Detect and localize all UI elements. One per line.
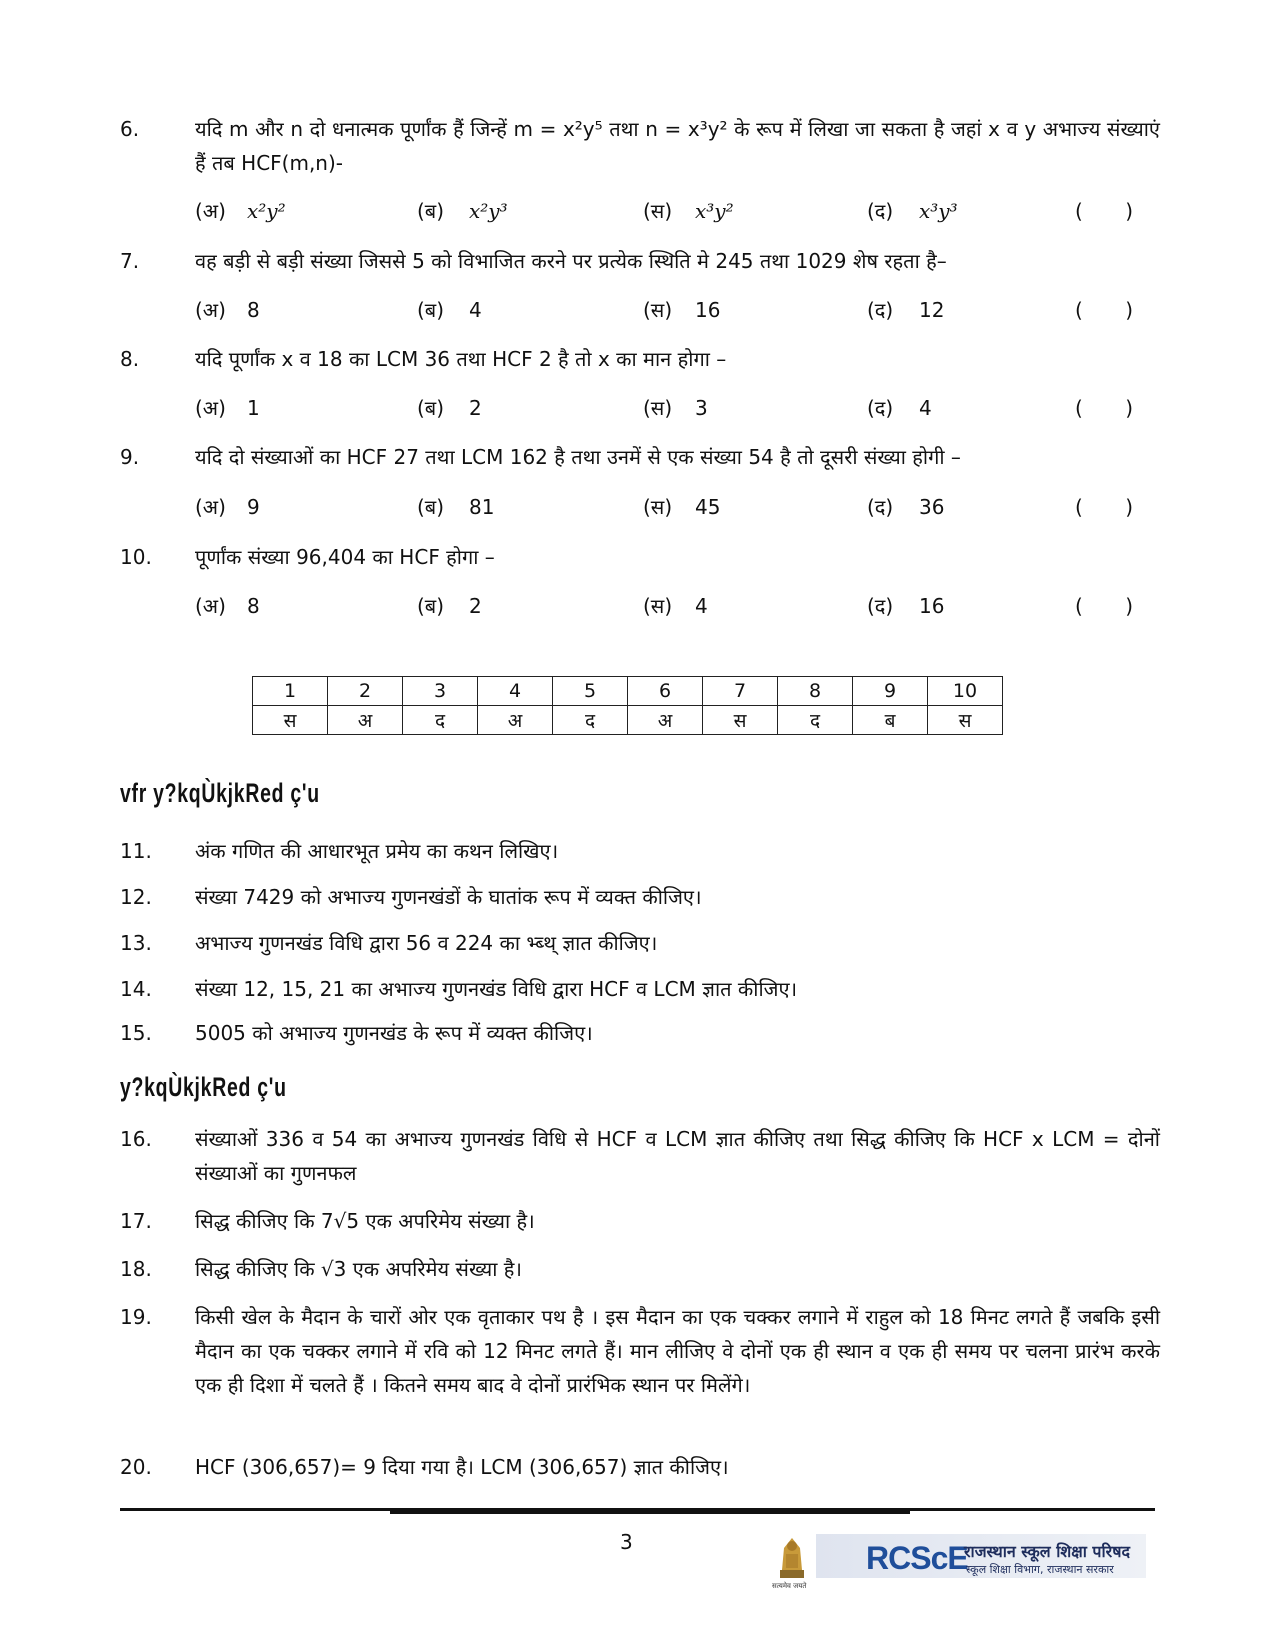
option-b: (ब) 2 xyxy=(417,594,482,618)
question-number: 8. xyxy=(120,347,140,371)
question-text: यदि दो संख्याओं का HCF 27 तथा LCM 162 है तथा उनमें से एक संख्या 54 है तो दूसरी संख्या होगी – xyxy=(195,445,961,469)
question-text: HCF (306,657)= 9 दिया गया है। LCM (306,657) ज्ञात कीजिए। xyxy=(195,1455,729,1479)
table-cell: अ xyxy=(478,706,553,735)
question-text: यदि पूर्णांक x व 18 का LCM 36 तथा HCF 2 है तो x का मान होगा – xyxy=(195,347,727,371)
question-16 xyxy=(120,1122,1160,1190)
question-text: संख्या 7429 को अभाज्य गुणनखंडों के घातांक रूप में व्यक्त कीजिए। xyxy=(195,885,702,909)
answer-key-table xyxy=(252,676,1003,735)
logo-subtitle: स्कूल शिक्षा विभाग, राजस्थान सरकार xyxy=(966,1563,1114,1576)
question-number: 19. xyxy=(120,1305,152,1329)
question-12 xyxy=(120,880,1160,914)
answer-bracket: ( ) xyxy=(1075,298,1151,322)
answer-bracket: ( ) xyxy=(1075,396,1151,420)
question-number: 17. xyxy=(120,1209,152,1233)
section-heading-very-short: vfr y?kqÙkjkRed ç'u xyxy=(120,778,320,808)
emblem-caption: सत्यमेव जयते xyxy=(772,1582,807,1590)
options-6 xyxy=(195,194,1155,228)
answer-bracket: ( ) xyxy=(1075,594,1151,618)
question-15 xyxy=(120,1016,1160,1050)
question-11 xyxy=(120,834,1160,868)
question-number: 20. xyxy=(120,1455,152,1479)
answer-bracket: ( ) xyxy=(1075,495,1151,519)
question-13 xyxy=(120,926,1160,960)
question-7 xyxy=(120,244,1160,278)
table-cell: 7 xyxy=(703,677,778,706)
question-number: 14. xyxy=(120,977,152,1001)
question-6 xyxy=(120,112,1160,180)
question-19 xyxy=(120,1300,1160,1402)
table-cell: 9 xyxy=(853,677,928,706)
table-cell: 2 xyxy=(328,677,403,706)
options-7 xyxy=(195,293,1155,327)
question-number: 15. xyxy=(120,1021,152,1045)
table-cell: 3 xyxy=(403,677,478,706)
option-d: (द) 36 xyxy=(867,495,945,519)
question-number: 13. xyxy=(120,931,152,955)
option-b: (ब) 81 xyxy=(417,495,495,519)
question-number: 7. xyxy=(120,249,140,273)
question-text: किसी खेल के मैदान के चारों ओर एक वृताकार पथ है । इस मैदान का एक चक्कर लगाने में राहुल को 18 मिनट लगते हैं जबकि इसी मैदान का एक चक्कर लगाने में रवि को 12 मिनट लगते हैं। मान लीजिए वे दोनों एक ही स्थान व एक ही समय पर चलना प्रारंभ करके एक ही दिशा में चलते हैं । कितने समय बाद वे दोनों प्रारंभिक स्थान पर मिलेंगे। xyxy=(195,1305,1160,1397)
option-d: (द) 12 xyxy=(867,298,945,322)
option-a: (अ) x²y² xyxy=(195,199,286,223)
question-number: 9. xyxy=(120,445,140,469)
question-text: अभाज्य गुणनखंड विधि द्वारा 56 व 224 का भ्ब्थ् ज्ञात कीजिए। xyxy=(195,931,658,955)
table-cell: 4 xyxy=(478,677,553,706)
table-cell: ब xyxy=(853,706,928,735)
table-cell: द xyxy=(778,706,853,735)
question-14 xyxy=(120,972,1160,1006)
question-18 xyxy=(120,1252,1160,1286)
question-10 xyxy=(120,540,1160,574)
option-a: (अ) 1 xyxy=(195,396,260,420)
logo-name: राजस्थान स्कूल शिक्षा परिषद xyxy=(964,1542,1130,1561)
question-number: 10. xyxy=(120,545,152,569)
question-number: 16. xyxy=(120,1127,152,1151)
option-a: (अ) 9 xyxy=(195,495,260,519)
option-a: (अ) 8 xyxy=(195,298,260,322)
option-c: (स) 3 xyxy=(643,396,708,420)
table-cell: 5 xyxy=(553,677,628,706)
question-text: अंक गणित की आधारभूत प्रमेय का कथन लिखिए। xyxy=(195,839,559,863)
table-cell: 8 xyxy=(778,677,853,706)
question-number: 11. xyxy=(120,839,152,863)
option-b: (ब) 2 xyxy=(417,396,482,420)
question-number: 18. xyxy=(120,1257,152,1281)
table-cell: द xyxy=(553,706,628,735)
question-text: सिद्ध कीजिए कि √3 एक अपरिमेय संख्या है। xyxy=(195,1257,522,1281)
question-text: सिद्ध कीजिए कि 7√5 एक अपरिमेय संख्या है। xyxy=(195,1209,535,1233)
question-text: 5005 को अभाज्य गुणनखंड के रूप में व्यक्त कीजिए। xyxy=(195,1021,593,1045)
option-c: (स) 16 xyxy=(643,298,721,322)
options-10 xyxy=(195,589,1155,623)
ashoka-emblem-icon xyxy=(772,1530,812,1588)
page-number: 3 xyxy=(620,1530,633,1554)
question-text: वह बड़ी से बड़ी संख्या जिससे 5 को विभाजित करने पर प्रत्येक स्थिति मे 245 तथा 1029 शेष रहता है– xyxy=(195,249,947,273)
answer-key-answers-row xyxy=(253,706,1003,735)
options-9 xyxy=(195,490,1155,524)
option-d: (द) 4 xyxy=(867,396,932,420)
table-cell: द xyxy=(403,706,478,735)
option-d: (द) x³y³ xyxy=(867,199,958,223)
option-c: (स) 4 xyxy=(643,594,708,618)
answer-key-numbers-row xyxy=(253,677,1003,706)
option-b: (ब) x²y³ xyxy=(417,199,508,223)
question-text: संख्या 12, 15, 21 का अभाज्य गुणनखंड विधि द्वारा HCF व LCM ज्ञात कीजिए। xyxy=(195,977,798,1001)
option-a: (अ) 8 xyxy=(195,594,260,618)
question-9 xyxy=(120,440,1160,474)
option-c: (स) x³y² xyxy=(643,199,734,223)
question-text: संख्याओं 336 व 54 का अभाज्य गुणनखंड विधि से HCF व LCM ज्ञात कीजिए तथा सिद्ध कीजिए कि HCF x LCM = दोनों संख्याओं का गुणनफल xyxy=(195,1127,1160,1185)
question-text: यदि m और n दो धनात्मक पूर्णांक हैं जिन्हें m = x²y⁵ तथा n = x³y² के रूप में लिखा जा सकता है जहां x व y अभाज्य संख्याएं हैं तब HCF(m,n)- xyxy=(195,117,1160,175)
logo-banner xyxy=(816,1534,1146,1578)
table-cell: अ xyxy=(328,706,403,735)
question-17 xyxy=(120,1204,1160,1238)
option-b: (ब) 4 xyxy=(417,298,482,322)
options-8 xyxy=(195,391,1155,425)
table-cell: 6 xyxy=(628,677,703,706)
question-8 xyxy=(120,342,1160,376)
option-d: (द) 16 xyxy=(867,594,945,618)
table-cell: स xyxy=(703,706,778,735)
section-heading-short: y?kqÙkjkRed ç'u xyxy=(120,1072,287,1102)
question-number: 12. xyxy=(120,885,152,909)
table-cell: स xyxy=(928,706,1003,735)
question-number: 6. xyxy=(120,117,140,141)
table-cell: 10 xyxy=(928,677,1003,706)
table-cell: अ xyxy=(628,706,703,735)
rcsce-logo xyxy=(772,1530,1148,1590)
table-cell: 1 xyxy=(253,677,328,706)
answer-bracket: ( ) xyxy=(1075,199,1151,223)
footer-divider-thick xyxy=(390,1510,910,1514)
logo-abbr: RCScE xyxy=(866,1540,968,1576)
question-text: पूर्णांक संख्या 96,404 का HCF होगा – xyxy=(195,545,495,569)
table-cell: स xyxy=(253,706,328,735)
option-c: (स) 45 xyxy=(643,495,721,519)
question-20 xyxy=(120,1450,1160,1484)
